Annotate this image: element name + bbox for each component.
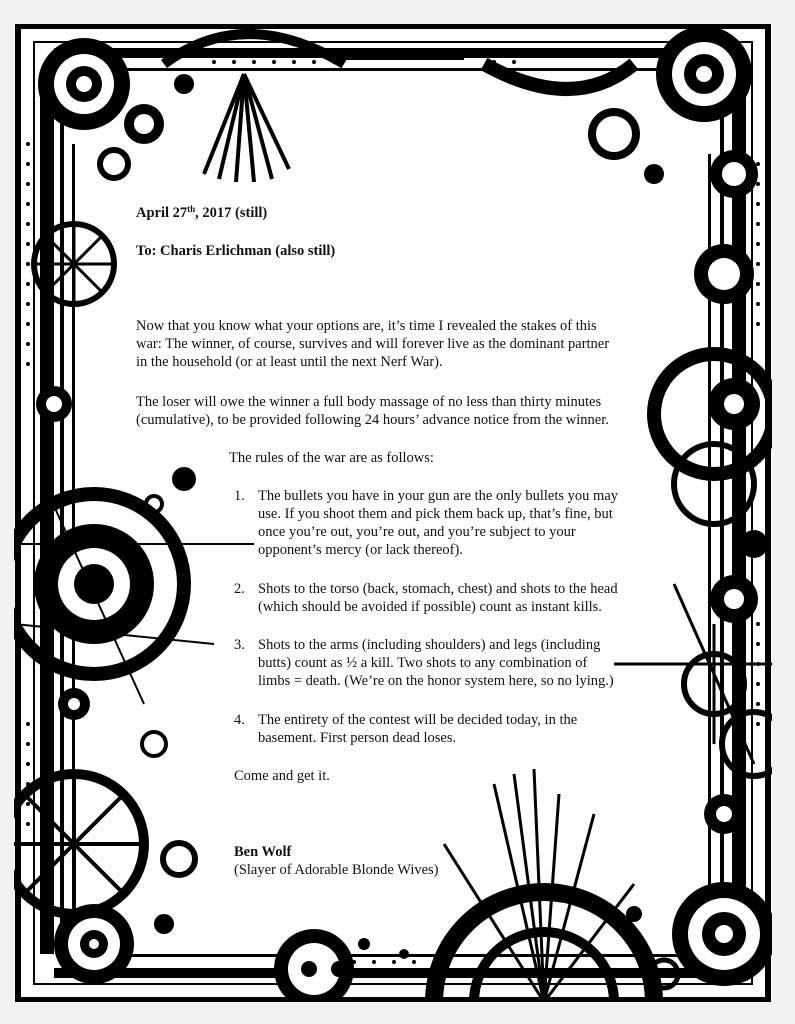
- rule-number: 4.: [234, 712, 245, 728]
- paragraph-line: The loser will owe the winner a full body massage of no less than thirty minutes: [136, 394, 602, 410]
- signature-title: (Slayer of Adorable Blonde Wives): [234, 862, 439, 878]
- rule-line: Shots to the arms (including shoulders) and legs (including: [258, 637, 601, 653]
- rule-line: butts) count as ½ a kill. Two shots to any combination of: [258, 655, 588, 671]
- rule-line: limbs = death. (We’re on the honor system here, so no lying.): [258, 673, 614, 689]
- rule-number: 3.: [234, 637, 245, 653]
- rule-line: opponent’s mercy (or lack thereof).: [258, 542, 463, 558]
- rule-line: use. If you shoot them and pick them back up, that’s fine, but: [258, 506, 613, 522]
- rule-number: 1.: [234, 488, 245, 504]
- rules-intro: The rules of the war are as follows:: [229, 450, 434, 466]
- letter-recipient: To: Charis Erlichman (also still): [136, 243, 336, 259]
- paragraph-line: (cumulative), to be provided following 24 hours’ advance notice from the winner.: [136, 412, 609, 428]
- letter-date: April 27th, 2017 (still): [136, 204, 268, 221]
- paragraph-line: Now that you know what your options are, it’s time I revealed the stakes of this: [136, 318, 597, 334]
- rule-number: 2.: [234, 581, 245, 597]
- closing-line: Come and get it.: [234, 768, 330, 784]
- letter-page: [14, 24, 772, 1002]
- rule-line: once you’re out, you’re out, and you’re subject to your: [258, 524, 576, 540]
- paragraph-line: in the household (or at least until the next Nerf War).: [136, 354, 443, 370]
- signature-name: Ben Wolf: [234, 844, 292, 860]
- rule-line: The entirety of the contest will be decided today, in the: [258, 712, 578, 728]
- rule-line: The bullets you have in your gun are the only bullets you may: [258, 488, 619, 504]
- rule-line: basement. First person dead loses.: [258, 730, 457, 746]
- paragraph-line: war: The winner, of course, survives and will forever live as the dominant partner: [136, 336, 610, 352]
- rule-line: Shots to the torso (back, stomach, chest) and shots to the head: [258, 581, 618, 597]
- rule-line: (which should be avoided if possible) count as instant kills.: [258, 599, 602, 615]
